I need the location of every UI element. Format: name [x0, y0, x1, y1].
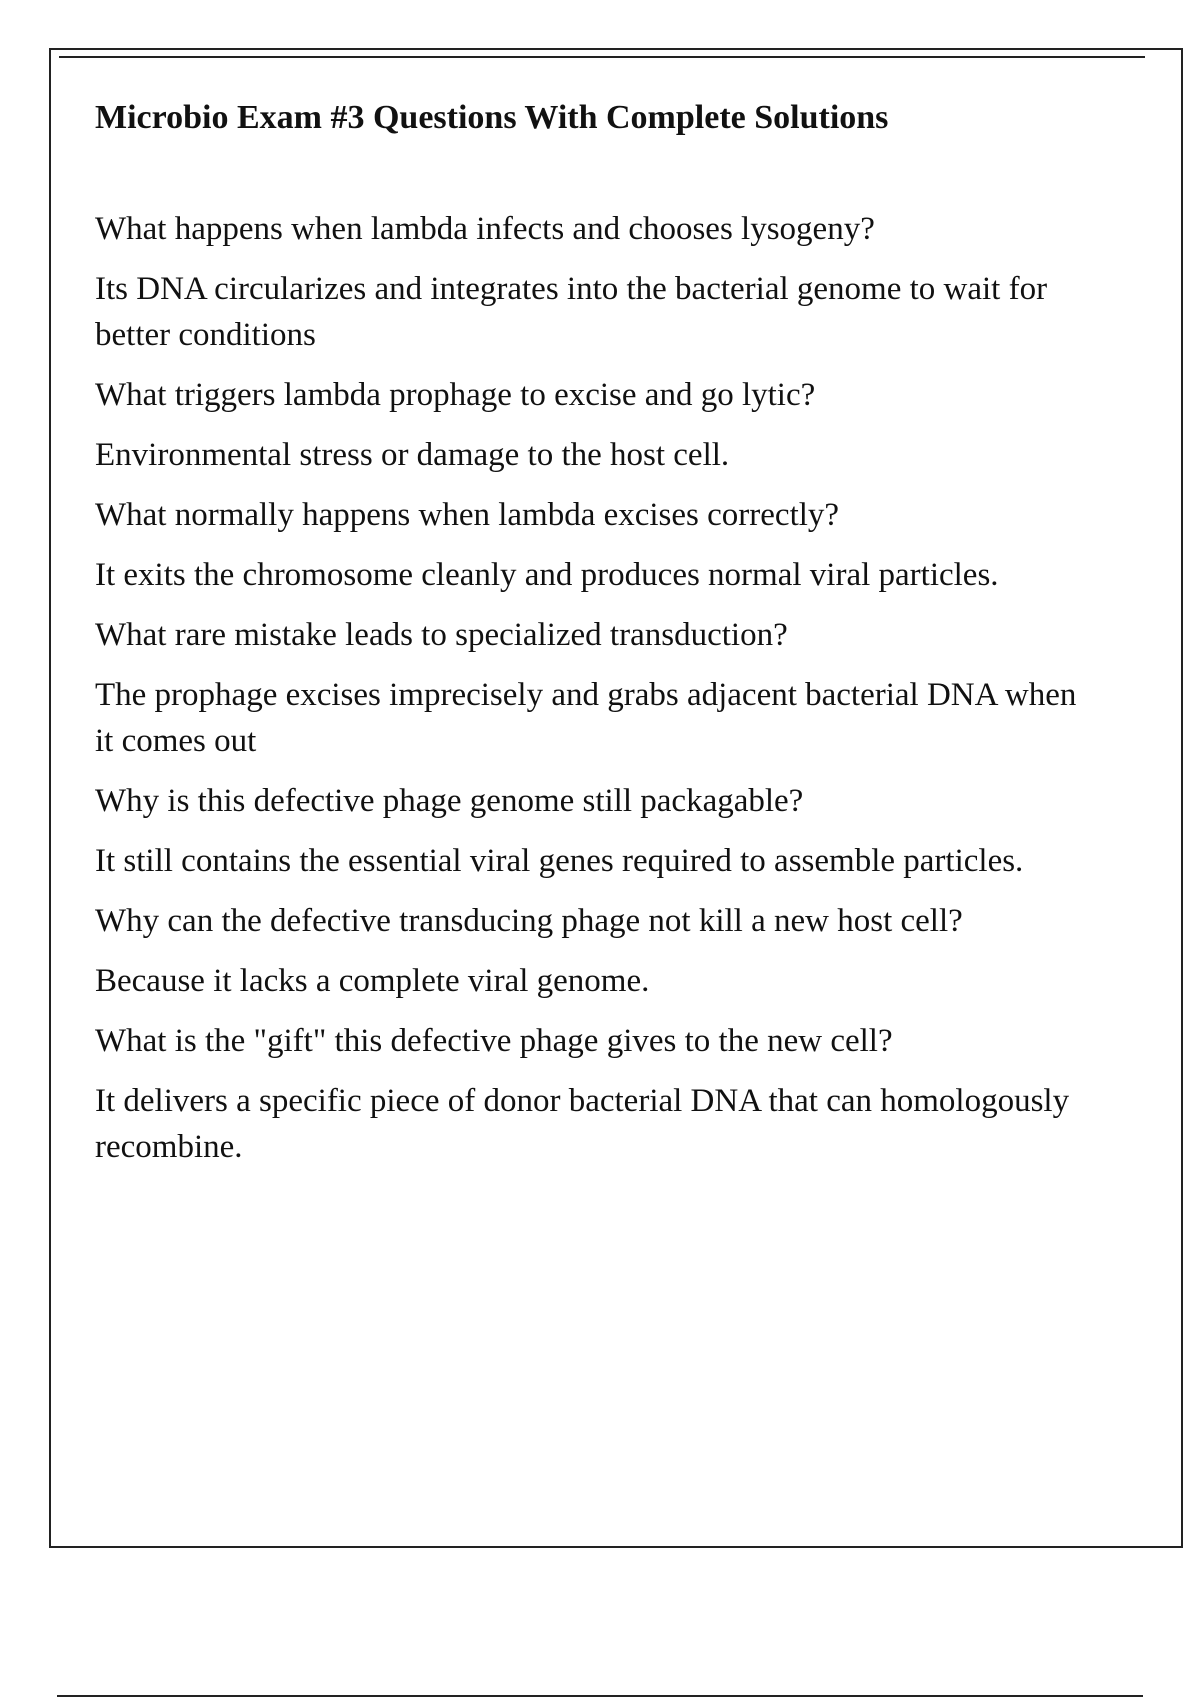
- qa-item: [95, 372, 1085, 478]
- question-text: What happens when lambda infects and chooses lysogeny?: [95, 211, 875, 247]
- answer-text: Environmental stress or damage to the host cell.: [95, 437, 730, 473]
- answer-text: Because it lacks a complete viral genome.: [95, 963, 650, 999]
- top-rule: [59, 56, 1145, 58]
- answer-text: It exits the chromosome cleanly and produces normal viral particles.: [95, 557, 999, 593]
- qa-item: [95, 206, 1085, 358]
- qa-item: [95, 612, 1085, 764]
- answer-text: The prophage excises imprecisely and grabs adjacent bacterial DNA when it comes out: [95, 677, 1077, 759]
- answer-text: It still contains the essential viral genes required to assemble particles.: [95, 843, 1024, 879]
- document-title: Microbio Exam #3 Questions With Complete Solutions: [95, 99, 889, 136]
- question-text: Why is this defective phage genome still packagable?: [95, 783, 804, 819]
- question-text: What is the "gift" this defective phage gives to the new cell?: [95, 1023, 893, 1059]
- answer-text: Its DNA circularizes and integrates into the bacterial genome to wait for better conditions: [95, 271, 1048, 353]
- qa-item: [95, 778, 1085, 884]
- question-text: What triggers lambda prophage to excise and go lytic?: [95, 377, 816, 413]
- qa-item: [95, 492, 1085, 598]
- qa-list: [95, 206, 1085, 1170]
- question-text: What normally happens when lambda excises correctly?: [95, 497, 840, 533]
- document-content: [95, 96, 1085, 1184]
- question-text: Why can the defective transducing phage not kill a new host cell?: [95, 903, 963, 939]
- question-text: What rare mistake leads to specialized transduction?: [95, 617, 788, 653]
- qa-item: [95, 1018, 1085, 1170]
- qa-item: [95, 898, 1085, 1004]
- answer-text: It delivers a specific piece of donor bacterial DNA that can homologously recombine.: [95, 1083, 1070, 1165]
- bottom-rule: [57, 1695, 1143, 1697]
